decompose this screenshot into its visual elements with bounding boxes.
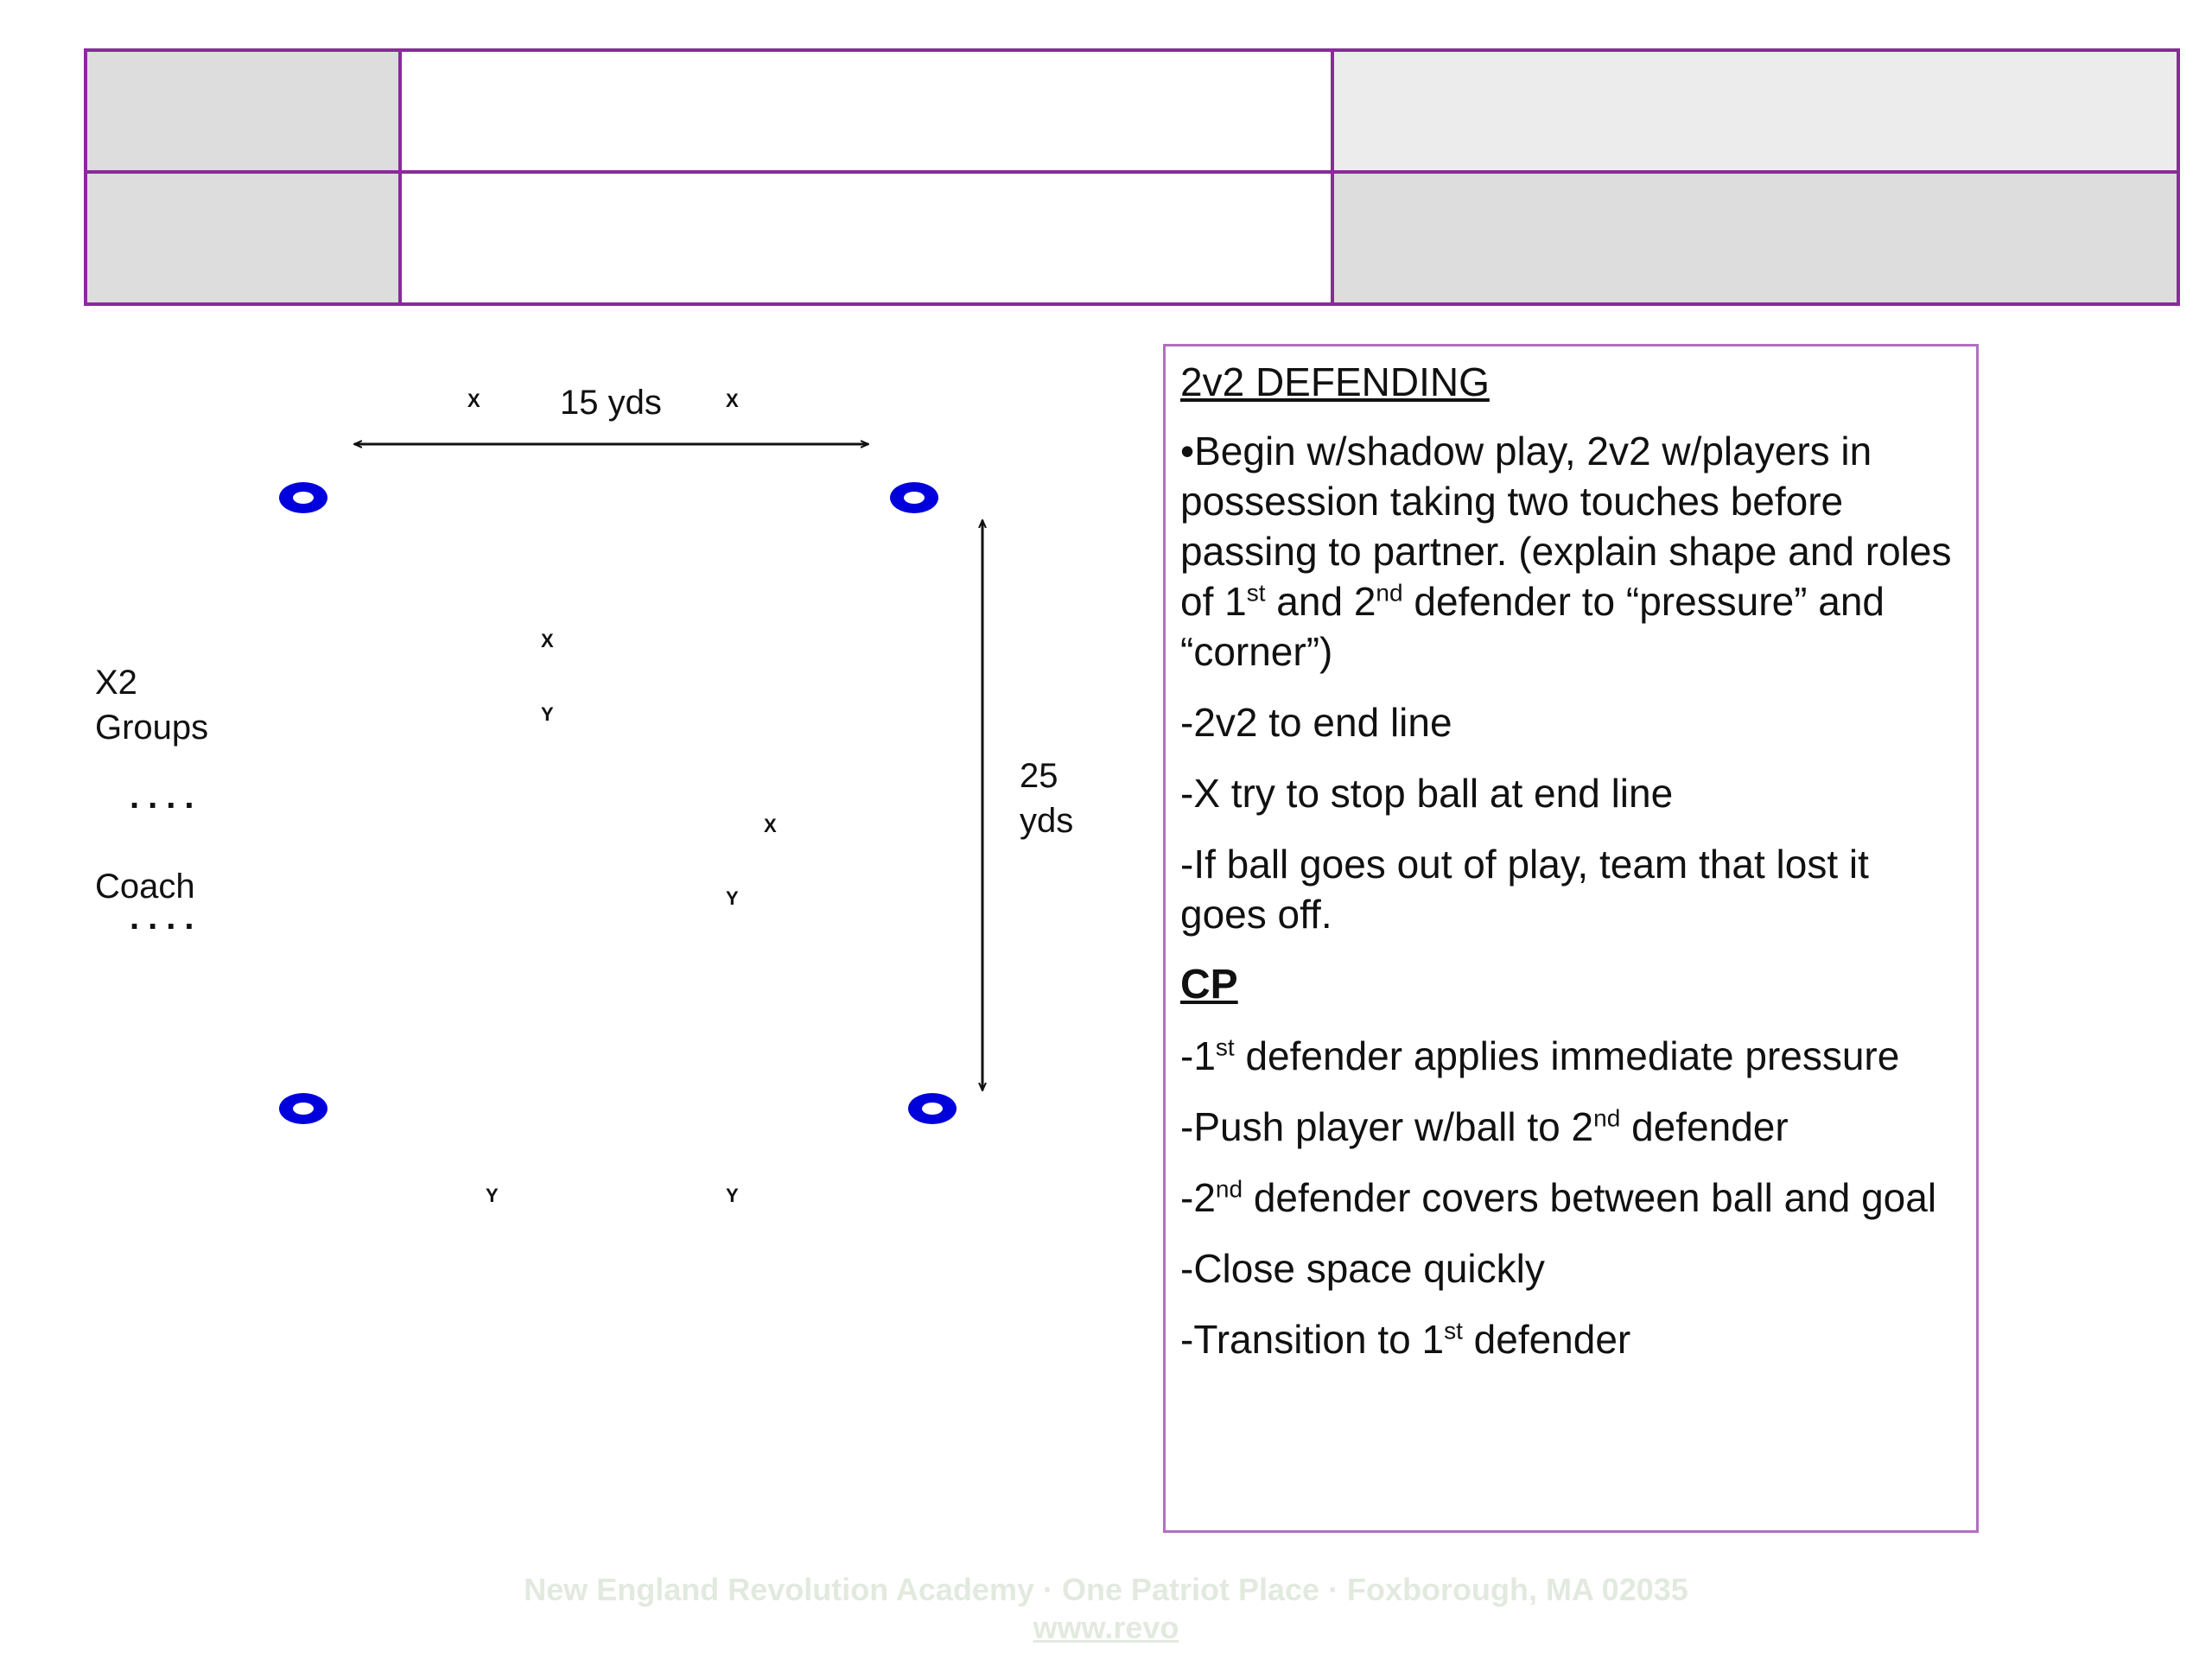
coach-dots-top: .... xyxy=(130,778,203,816)
field-lines xyxy=(0,328,1149,1322)
header-row-2 xyxy=(86,172,2178,304)
intro-text-3: defender to “pressure” and “corner”) xyxy=(1180,579,1885,674)
header-cell-1-2 xyxy=(400,50,1332,172)
player-x-top-right: X xyxy=(726,390,739,411)
cp-item-5: -Transition to 1st defender xyxy=(1180,1317,1631,1362)
length-label-line2: yds xyxy=(1020,802,1074,840)
cone-top-left-icon xyxy=(279,482,327,513)
player-y-right: Y xyxy=(726,887,739,909)
player-x-right: X xyxy=(764,815,777,836)
notes-point-1: -2v2 to end line xyxy=(1180,700,1452,745)
cp-item-3: -2nd defender covers between ball and goal xyxy=(1180,1175,1937,1220)
session-header-table xyxy=(84,48,2180,306)
notes-intro xyxy=(1180,426,1961,677)
header-row-1 xyxy=(86,50,2178,172)
header-cell-1-1 xyxy=(86,50,400,172)
intro-text-1: •Begin w/shadow play, 2v2 w/players in possession taking two touches before passing to partner. (explain shape and roles of 1 xyxy=(1180,429,1952,624)
groups-label-line2: Groups xyxy=(95,709,209,747)
notes-point-2: -X try to stop ball at end line xyxy=(1180,771,1674,816)
footer-address: New England Revolution Academy · One Patriot Place · Foxborough, MA 02035 xyxy=(524,1572,1688,1607)
cp-item-1: -1st defender applies immediate pressure xyxy=(1180,1033,1900,1078)
length-label-line1: 25 xyxy=(1020,757,1058,795)
header-cell-2-1 xyxy=(86,172,400,304)
player-x-top-left: X xyxy=(467,390,480,411)
player-x-mid: X xyxy=(541,630,554,652)
cone-top-right-icon xyxy=(890,482,938,513)
header-cell-2-3 xyxy=(1332,172,2178,304)
player-y-bottom-right: Y xyxy=(726,1185,739,1206)
footer-url-link[interactable]: www.revo xyxy=(1033,1610,1179,1645)
player-y-mid: Y xyxy=(541,703,554,725)
coach-label: Coach xyxy=(95,868,195,906)
cone-bottom-left-icon xyxy=(279,1093,327,1124)
coaching-points-heading: CP xyxy=(1180,962,1238,1007)
coaching-notes-panel xyxy=(1163,344,1979,1533)
footer xyxy=(0,1571,2212,1647)
cone-bottom-right-icon xyxy=(908,1093,957,1124)
coach-dots-bottom: .... xyxy=(130,899,203,937)
intro-sup-1: st xyxy=(1246,579,1266,607)
groups-label-line1: X2 xyxy=(95,664,137,702)
player-y-bottom-left: Y xyxy=(486,1185,499,1206)
cp-item-2: -Push player w/ball to 2nd defender xyxy=(1180,1104,1789,1149)
notes-point-3: -If ball goes out of play, team that lost it goes off. xyxy=(1180,842,1869,937)
intro-sup-2: nd xyxy=(1376,579,1403,607)
field-diagram xyxy=(0,328,1149,1322)
intro-text-2: and 2 xyxy=(1265,579,1376,624)
notes-title: 2v2 DEFENDING xyxy=(1180,359,1490,404)
cp-item-4: -Close space quickly xyxy=(1180,1246,1545,1291)
width-label: 15 yds xyxy=(560,384,662,422)
header-cell-1-3 xyxy=(1332,50,2178,172)
header-cell-2-2 xyxy=(400,172,1332,304)
